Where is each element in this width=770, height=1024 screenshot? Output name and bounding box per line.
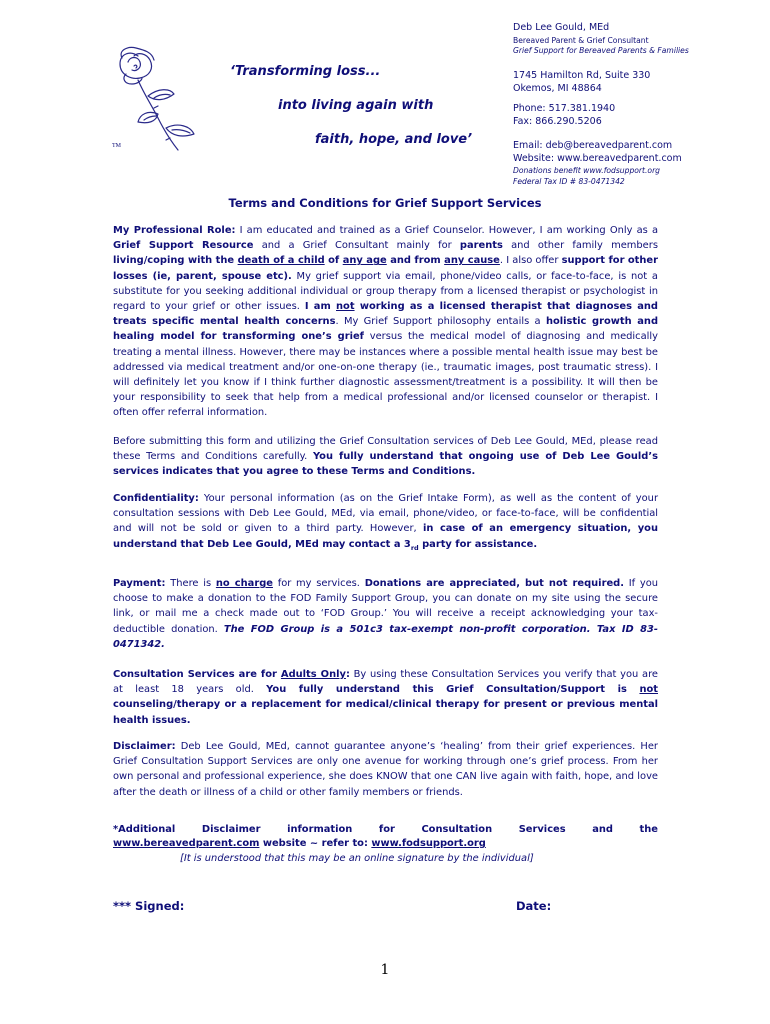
contact-address-line-2: Okemos, MI 48864 — [513, 83, 602, 94]
confidentiality-paragraph: Confidentiality: Your personal information (as on the Grief Intake Form), as well as the content of your consultation sessions with Deb Lee Gould, MEd, via email, phone/video, or face-to-face, will be confidential and will not be sold or given to a third party. However, in case of an emergency situation, you understand that Deb Lee Gould, MEd may contact a $3_{rd}$ party for assistance. — [113, 493, 658, 552]
fodsupport-link[interactable]: www.fodsupport.org — [371, 838, 486, 849]
disclaimer-heading: Disclaimer: — [113, 741, 176, 752]
signed-label: *** Signed: — [113, 899, 185, 913]
contact-email[interactable]: Email: deb@bereavedparent.com — [513, 140, 673, 151]
online-signature-note: [It is understood that this may be an online signature by the individual] — [180, 853, 534, 864]
additional-disclaimer-line: *Additional Disclaimer information for Consultation Services and the — [113, 824, 658, 835]
professional-role-paragraph: My Professional Role: I am educated and trained as a Grief Counselor. However, I am working Only as a Grief Support Resource and a Grief Consultant mainly for parents and other family members living/coping with the death of a child of any age and from any cause. I also offer support for other losses (ie, parent, spouse etc). My grief support via email, phone/video calls, or face-to-face, is not a substitute for you seeking additional individual or group therapy from a licensed therapist or psychologist in regard to your grief or other issues. I am not working as a licensed therapist that diagnoses and treats specific mental health concerns. My Grief Support philosophy entails a holistic growth and healing model for transforming one’s grief versus the medical model of diagnosing and medically treating a mental illness. However, there may be instances where a possible mental health issue may best be addressed via medical treatment and/or one-on-one therapy (ie., traumatic images, post traumatic stress). I will definitely let you know if I think further diagnostic assessment/treatment is a possibility. It will then be your responsibility to seek that help from a medical professional and/or licensed counselor or therapist. I often offer referral information. — [113, 225, 659, 419]
consultation-services-paragraph: Consultation Services are for Adults Only: By using these Consultation Services you verify that you are at least 18 years old. You fully understand this Grief Consultation/Support is not counseling/therapy or a replacement for medical/clinical therapy for present or previous mental health issues. — [113, 669, 658, 726]
contact-tax-id: Federal Tax ID # 83-0471342 — [513, 177, 625, 186]
page-number: 1 — [380, 962, 390, 978]
contact-website[interactable]: Website: www.bereavedparent.com — [513, 153, 682, 164]
before-submitting-paragraph: Before submitting this form and utilizing the Grief Consultation services of Deb Lee Gould, MEd, please read these Terms and Conditions carefully. You fully understand that ongoing use of Deb Lee Gould’s services indicates that you agree to these Terms and Conditions. — [113, 436, 658, 478]
bereavedparent-link[interactable]: www.bereavedparent.com — [113, 838, 260, 849]
contact-fax: Fax: 866.290.5206 — [513, 116, 602, 127]
confidentiality-heading: Confidentiality: — [113, 493, 199, 504]
contact-phone: Phone: 517.381.1940 — [513, 103, 616, 114]
contact-tagline: Grief Support for Bereaved Parents & Families — [513, 46, 689, 55]
tagline-line-3: faith, hope, and love’ — [315, 132, 473, 147]
tagline-line-2: into living again with — [278, 98, 434, 113]
payment-heading: Payment: — [113, 578, 166, 589]
contact-donations-note: Donations benefit www.fodsupport.org — [513, 166, 661, 175]
rose-logo-icon — [108, 44, 200, 154]
role-heading: My Professional Role: — [113, 225, 236, 236]
contact-address-line-1: 1745 Hamilton Rd, Suite 330 — [513, 70, 651, 81]
payment-paragraph: Payment: There is no charge for my services. Donations are appreciated, but not required. If you choose to make a donation to the FOD Family Support Group, you can donate on my site using the secure link, or mail me a check made out to ‘FOD Group.’ You will receive a receipt acknowledging your tax-deductible donation. The FOD Group is a 501c3 tax-exempt non-profit corporation. Tax ID 83-0471342. — [113, 578, 659, 650]
contact-name: Deb Lee Gould, MEd — [513, 22, 610, 33]
trademark-mark: TM — [112, 143, 121, 149]
date-label: Date: — [516, 899, 552, 913]
consultation-heading: Consultation Services are for — [113, 669, 281, 680]
document-title: Terms and Conditions for Grief Support Services — [228, 196, 542, 210]
additional-disclaimer-links: www.bereavedparent.com website ~ refer to: www.fodsupport.org — [113, 838, 486, 849]
tagline-line-1: ‘Transforming loss... — [230, 64, 381, 79]
contact-role: Bereaved Parent & Grief Consultant — [513, 36, 649, 45]
disclaimer-paragraph: Disclaimer: Deb Lee Gould, MEd, cannot guarantee anyone’s ‘healing’ from their grief experiences. Her Grief Consultation Support Services are only one avenue for working through one’s grief process. From her own personal and professional experience, she does KNOW that one CAN live again with faith, hope, and love after the death or illness of a child or other family members or friends. — [113, 741, 658, 798]
